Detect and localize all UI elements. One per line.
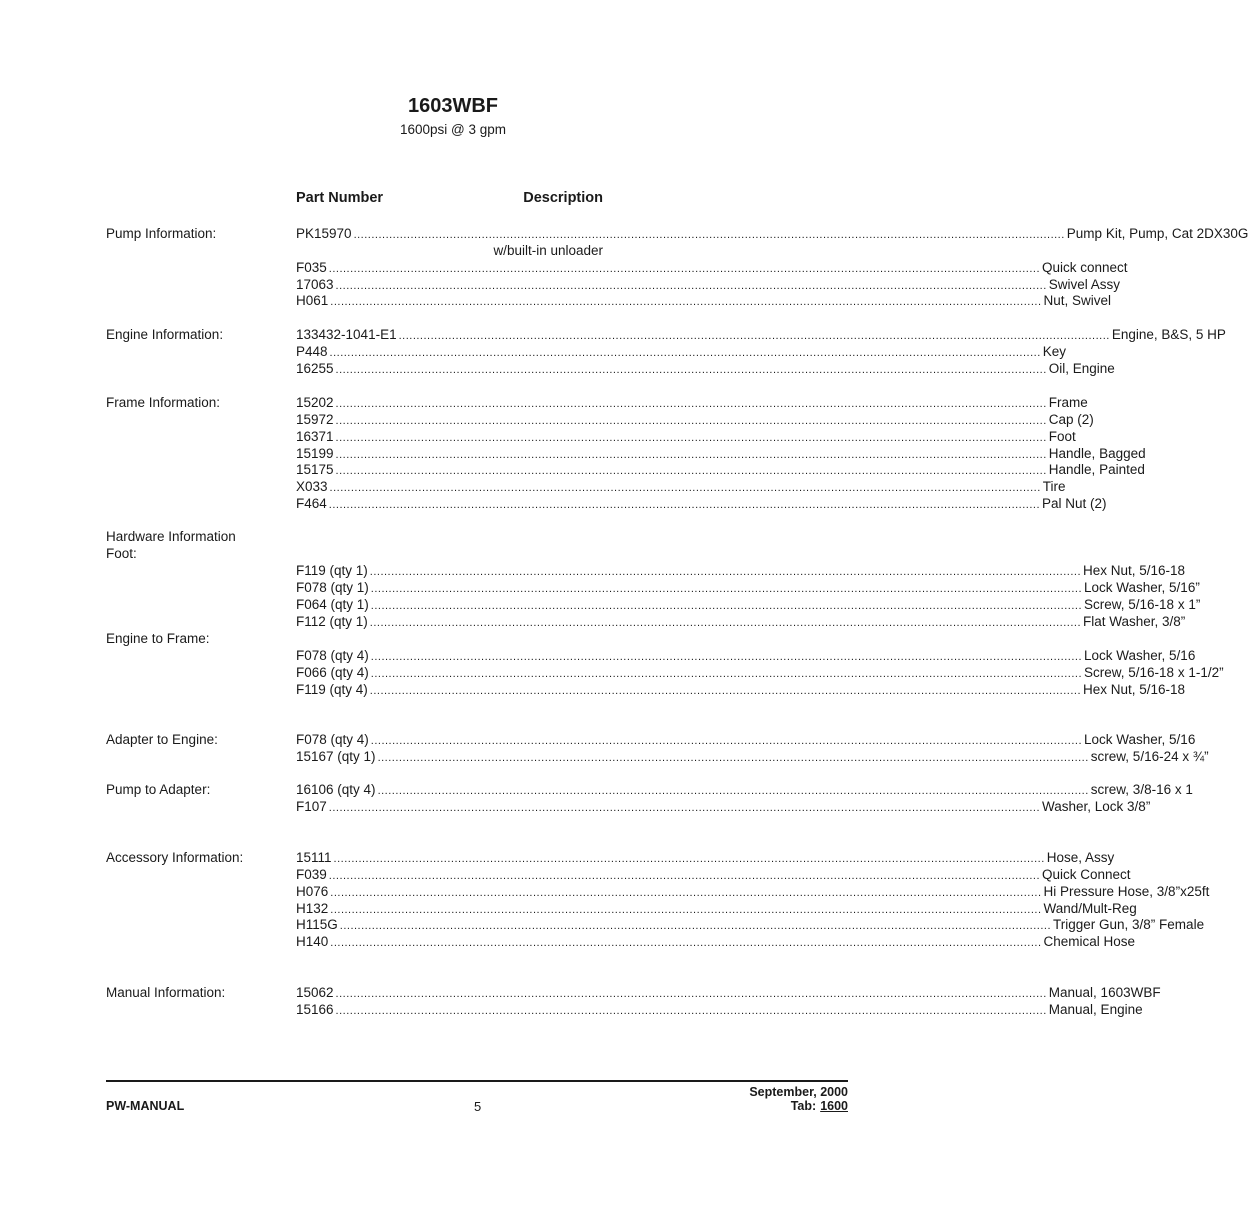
part-description: Lock Washer, 5/16 xyxy=(1084,648,1196,663)
part-number: 15202 xyxy=(296,395,334,410)
part-number: F035 xyxy=(296,259,327,275)
dot-leader: ........................................................................................................................................................................................................ xyxy=(370,667,1083,680)
dot-leader: ........................................................................................................................................................................................................ xyxy=(330,296,1042,309)
section-label xyxy=(106,326,286,343)
part-entry xyxy=(296,343,1067,360)
dot-leader: ........................................................................................................................................................................................................ xyxy=(377,785,1089,797)
dot-leader: ........................................................................................................................................................................................................ xyxy=(330,903,1042,916)
section-label xyxy=(106,731,286,748)
part-number: 15111 xyxy=(296,850,332,865)
part-number: 133432-1041-E1 xyxy=(296,327,397,342)
section-label xyxy=(106,984,286,1001)
part-number: 15175 xyxy=(296,462,334,478)
dot-leader: ........................................................................................................................................................................................................ xyxy=(377,751,1089,764)
part-number: F078 (qty 4) xyxy=(296,648,369,663)
part-number: 16106 (qty 4) xyxy=(296,782,376,797)
dot-leader: ........................................................................................................................................................................................................ xyxy=(335,414,1047,427)
part-description: Screw, 5/16-18 x 1-1/2” xyxy=(1084,664,1224,680)
part-description: Flat Washer, 3/8” xyxy=(1083,613,1186,629)
part-entry xyxy=(296,259,1128,276)
part-description: Hex Nut, 5/16-18 xyxy=(1083,681,1186,697)
page-subtitle: 1600psi @ 3 gpm xyxy=(399,122,507,137)
dot-leader: ........................................................................................................................................................................................................ xyxy=(328,801,1041,814)
part-description: Screw, 5/16-18 x 1” xyxy=(1084,596,1201,612)
part-number: PK15970 xyxy=(296,226,352,241)
section-label-text: Manual Information: xyxy=(106,985,226,1000)
dot-leader: ........................................................................................................................................................................................................ xyxy=(335,465,1047,478)
part-entry xyxy=(296,866,1131,883)
section-label xyxy=(106,781,286,798)
part-entry xyxy=(296,461,1145,478)
part-number: 15166 xyxy=(296,1001,334,1017)
footer-date: September, 2000 xyxy=(749,1085,848,1099)
part-number: 16371 xyxy=(296,428,334,444)
part-number: F078 (qty 4) xyxy=(296,732,369,747)
footer-manual-name: PW-MANUAL xyxy=(106,1099,185,1113)
dot-leader: ........................................................................................................................................................................................................ xyxy=(328,869,1041,882)
part-number: 17063 xyxy=(296,276,334,292)
part-description: screw, 3/8-16 x 1 xyxy=(1090,782,1193,797)
part-description: Lock Washer, 5/16” xyxy=(1084,579,1200,595)
part-description: Cap (2) xyxy=(1048,411,1094,427)
section-label xyxy=(106,225,286,242)
section-label-text: Adapter to Engine: xyxy=(106,732,218,747)
part-entry xyxy=(296,428,1076,445)
part-description: Nut, Swivel xyxy=(1043,293,1112,309)
part-number: H115G xyxy=(296,917,338,933)
part-number: F112 (qty 1) xyxy=(296,613,368,629)
part-description: Pal Nut (2) xyxy=(1042,496,1107,512)
part-entry xyxy=(296,478,1066,495)
part-entry xyxy=(296,781,1193,798)
dot-leader: ........................................................................................................................................................................................................ xyxy=(335,279,1047,292)
part-description: Lock Washer, 5/16 xyxy=(1084,732,1196,747)
part-entry xyxy=(296,933,1136,950)
part-description: Chemical Hose xyxy=(1043,934,1136,950)
column-header-part-number: Part Number xyxy=(296,190,384,206)
part-entry xyxy=(296,984,1161,1001)
dot-leader: ........................................................................................................................................................................................................ xyxy=(333,853,1045,865)
part-entry xyxy=(296,883,1210,900)
dot-leader: ........................................................................................................................................................................................................ xyxy=(335,448,1047,461)
section-label xyxy=(106,849,286,866)
part-entry xyxy=(296,596,1201,613)
footer-rule xyxy=(106,1080,848,1082)
part-entry xyxy=(296,647,1196,664)
part-entry xyxy=(296,613,1186,630)
dot-leader: ........................................................................................................................................................................................................ xyxy=(369,684,1082,697)
dot-leader: ........................................................................................................................................................................................................ xyxy=(370,651,1083,663)
part-description: Manual, 1603WBF xyxy=(1048,985,1161,1000)
part-description: Frame xyxy=(1048,395,1088,410)
part-description: Hex Nut, 5/16-18 xyxy=(1083,563,1186,578)
part-description: Hose, Assy xyxy=(1046,850,1115,865)
part-entry xyxy=(296,276,1121,293)
footer-page-number: 5 xyxy=(474,1099,482,1114)
part-number: F064 (qty 1) xyxy=(296,596,369,612)
part-description: Foot xyxy=(1048,428,1076,444)
dot-leader: ........................................................................................................................................................................................................ xyxy=(335,1004,1047,1017)
part-number: F078 (qty 1) xyxy=(296,579,369,595)
part-number: F066 (qty 4) xyxy=(296,664,369,680)
part-entry xyxy=(296,360,1115,377)
part-description: Quick Connect xyxy=(1042,866,1131,882)
footer-tab xyxy=(791,1099,848,1113)
part-number: F119 (qty 1) xyxy=(296,563,368,578)
part-description: Washer, Lock 3/8” xyxy=(1042,798,1151,814)
part-entry xyxy=(296,445,1146,462)
part-entry xyxy=(296,292,1112,309)
dot-leader: ........................................................................................................................................................................................................ xyxy=(330,937,1042,950)
part-entry xyxy=(296,1001,1143,1018)
part-entry xyxy=(296,411,1094,428)
column-header-description: Description xyxy=(523,190,603,206)
section-label-text: Hardware Information xyxy=(106,529,236,544)
part-description: Oil, Engine xyxy=(1048,360,1115,376)
dot-leader: ........................................................................................................................................................................................................ xyxy=(335,431,1047,444)
part-number: H061 xyxy=(296,293,329,309)
part-description: Tire xyxy=(1042,479,1066,495)
part-entry xyxy=(296,326,1226,343)
part-entry xyxy=(296,900,1137,917)
section-sublabel-text: Foot: xyxy=(106,546,137,561)
part-description-continued: w/built-in unloader xyxy=(493,242,603,258)
part-entry xyxy=(296,562,1186,579)
dot-leader: ........................................................................................................................................................................................................ xyxy=(335,398,1047,410)
dot-leader: ........................................................................................................................................................................................................ xyxy=(328,262,1041,275)
page-title: 1603WBF xyxy=(407,95,499,117)
part-description: Wand/Mult-Reg xyxy=(1043,900,1137,916)
part-description: Pump Kit, Pump, Cat 2DX30G xyxy=(1066,226,1248,241)
part-number: F119 (qty 4) xyxy=(296,681,368,697)
part-number: F039 xyxy=(296,866,327,882)
dot-leader: ........................................................................................................................................................................................................ xyxy=(335,988,1047,1000)
footer-tab-value: 1600 xyxy=(820,1099,848,1113)
dot-leader: ........................................................................................................................................................................................................ xyxy=(369,616,1082,629)
part-entry xyxy=(296,394,1088,411)
part-entry xyxy=(296,798,1151,815)
part-number: P448 xyxy=(296,343,328,359)
dot-leader: ........................................................................................................................................................................................................ xyxy=(370,582,1083,595)
dot-leader: ........................................................................................................................................................................................................ xyxy=(370,599,1083,612)
dot-leader: ........................................................................................................................................................................................................ xyxy=(398,330,1110,342)
part-number: 15199 xyxy=(296,445,334,461)
section-label-text: Engine to Frame: xyxy=(106,631,210,646)
section-label-text: Pump Information: xyxy=(106,226,217,241)
section-label-text: Accessory Information: xyxy=(106,850,244,865)
part-entry xyxy=(296,748,1209,765)
part-number: F107 xyxy=(296,798,327,814)
dot-leader: ........................................................................................................................................................................................................ xyxy=(329,482,1041,495)
part-number: 15062 xyxy=(296,985,334,1000)
part-number: H140 xyxy=(296,934,329,950)
part-entry xyxy=(296,731,1196,748)
part-description: Handle, Painted xyxy=(1048,462,1145,478)
part-number: F464 xyxy=(296,496,327,512)
dot-leader: ........................................................................................................................................................................................................ xyxy=(339,920,1052,933)
section-label-text: Engine Information: xyxy=(106,327,224,342)
part-number: X033 xyxy=(296,479,328,495)
part-entry xyxy=(296,681,1186,698)
section-label-text: Pump to Adapter: xyxy=(106,782,211,797)
footer-tab-label: Tab: xyxy=(790,1099,817,1113)
section-label-text: Frame Information: xyxy=(106,395,221,410)
part-number: H076 xyxy=(296,883,329,899)
part-description: Key xyxy=(1042,343,1067,359)
dot-leader: ........................................................................................................................................................................................................ xyxy=(370,735,1083,747)
part-entry xyxy=(296,495,1107,512)
part-entry xyxy=(296,579,1200,596)
section-label xyxy=(106,394,286,411)
dot-leader: ........................................................................................................................................................................................................ xyxy=(369,566,1082,578)
dot-leader: ........................................................................................................................................................................................................ xyxy=(353,229,1065,241)
dot-leader: ........................................................................................................................................................................................................ xyxy=(329,346,1041,359)
part-description: Engine, B&S, 5 HP xyxy=(1111,327,1226,342)
dot-leader: ........................................................................................................................................................................................................ xyxy=(330,886,1042,899)
section-label xyxy=(106,630,286,647)
part-entry xyxy=(296,664,1224,681)
part-description: Manual, Engine xyxy=(1048,1001,1143,1017)
part-description: screw, 5/16-24 x ¾” xyxy=(1090,748,1209,764)
part-number: 16255 xyxy=(296,360,334,376)
part-description: Swivel Assy xyxy=(1048,276,1121,292)
section-label xyxy=(106,528,286,562)
part-description: Hi Pressure Hose, 3/8”x25ft xyxy=(1043,883,1210,899)
part-number: 15167 (qty 1) xyxy=(296,748,376,764)
part-number: 15972 xyxy=(296,411,334,427)
part-entry xyxy=(296,225,1248,242)
part-description: Trigger Gun, 3/8” Female xyxy=(1053,917,1205,933)
part-number: H132 xyxy=(296,900,329,916)
dot-leader: ........................................................................................................................................................................................................ xyxy=(328,499,1041,512)
part-description: Quick connect xyxy=(1042,259,1128,275)
part-entry xyxy=(296,849,1115,866)
part-description: Handle, Bagged xyxy=(1048,445,1146,461)
dot-leader: ........................................................................................................................................................................................................ xyxy=(335,363,1047,376)
part-entry xyxy=(296,916,1205,933)
